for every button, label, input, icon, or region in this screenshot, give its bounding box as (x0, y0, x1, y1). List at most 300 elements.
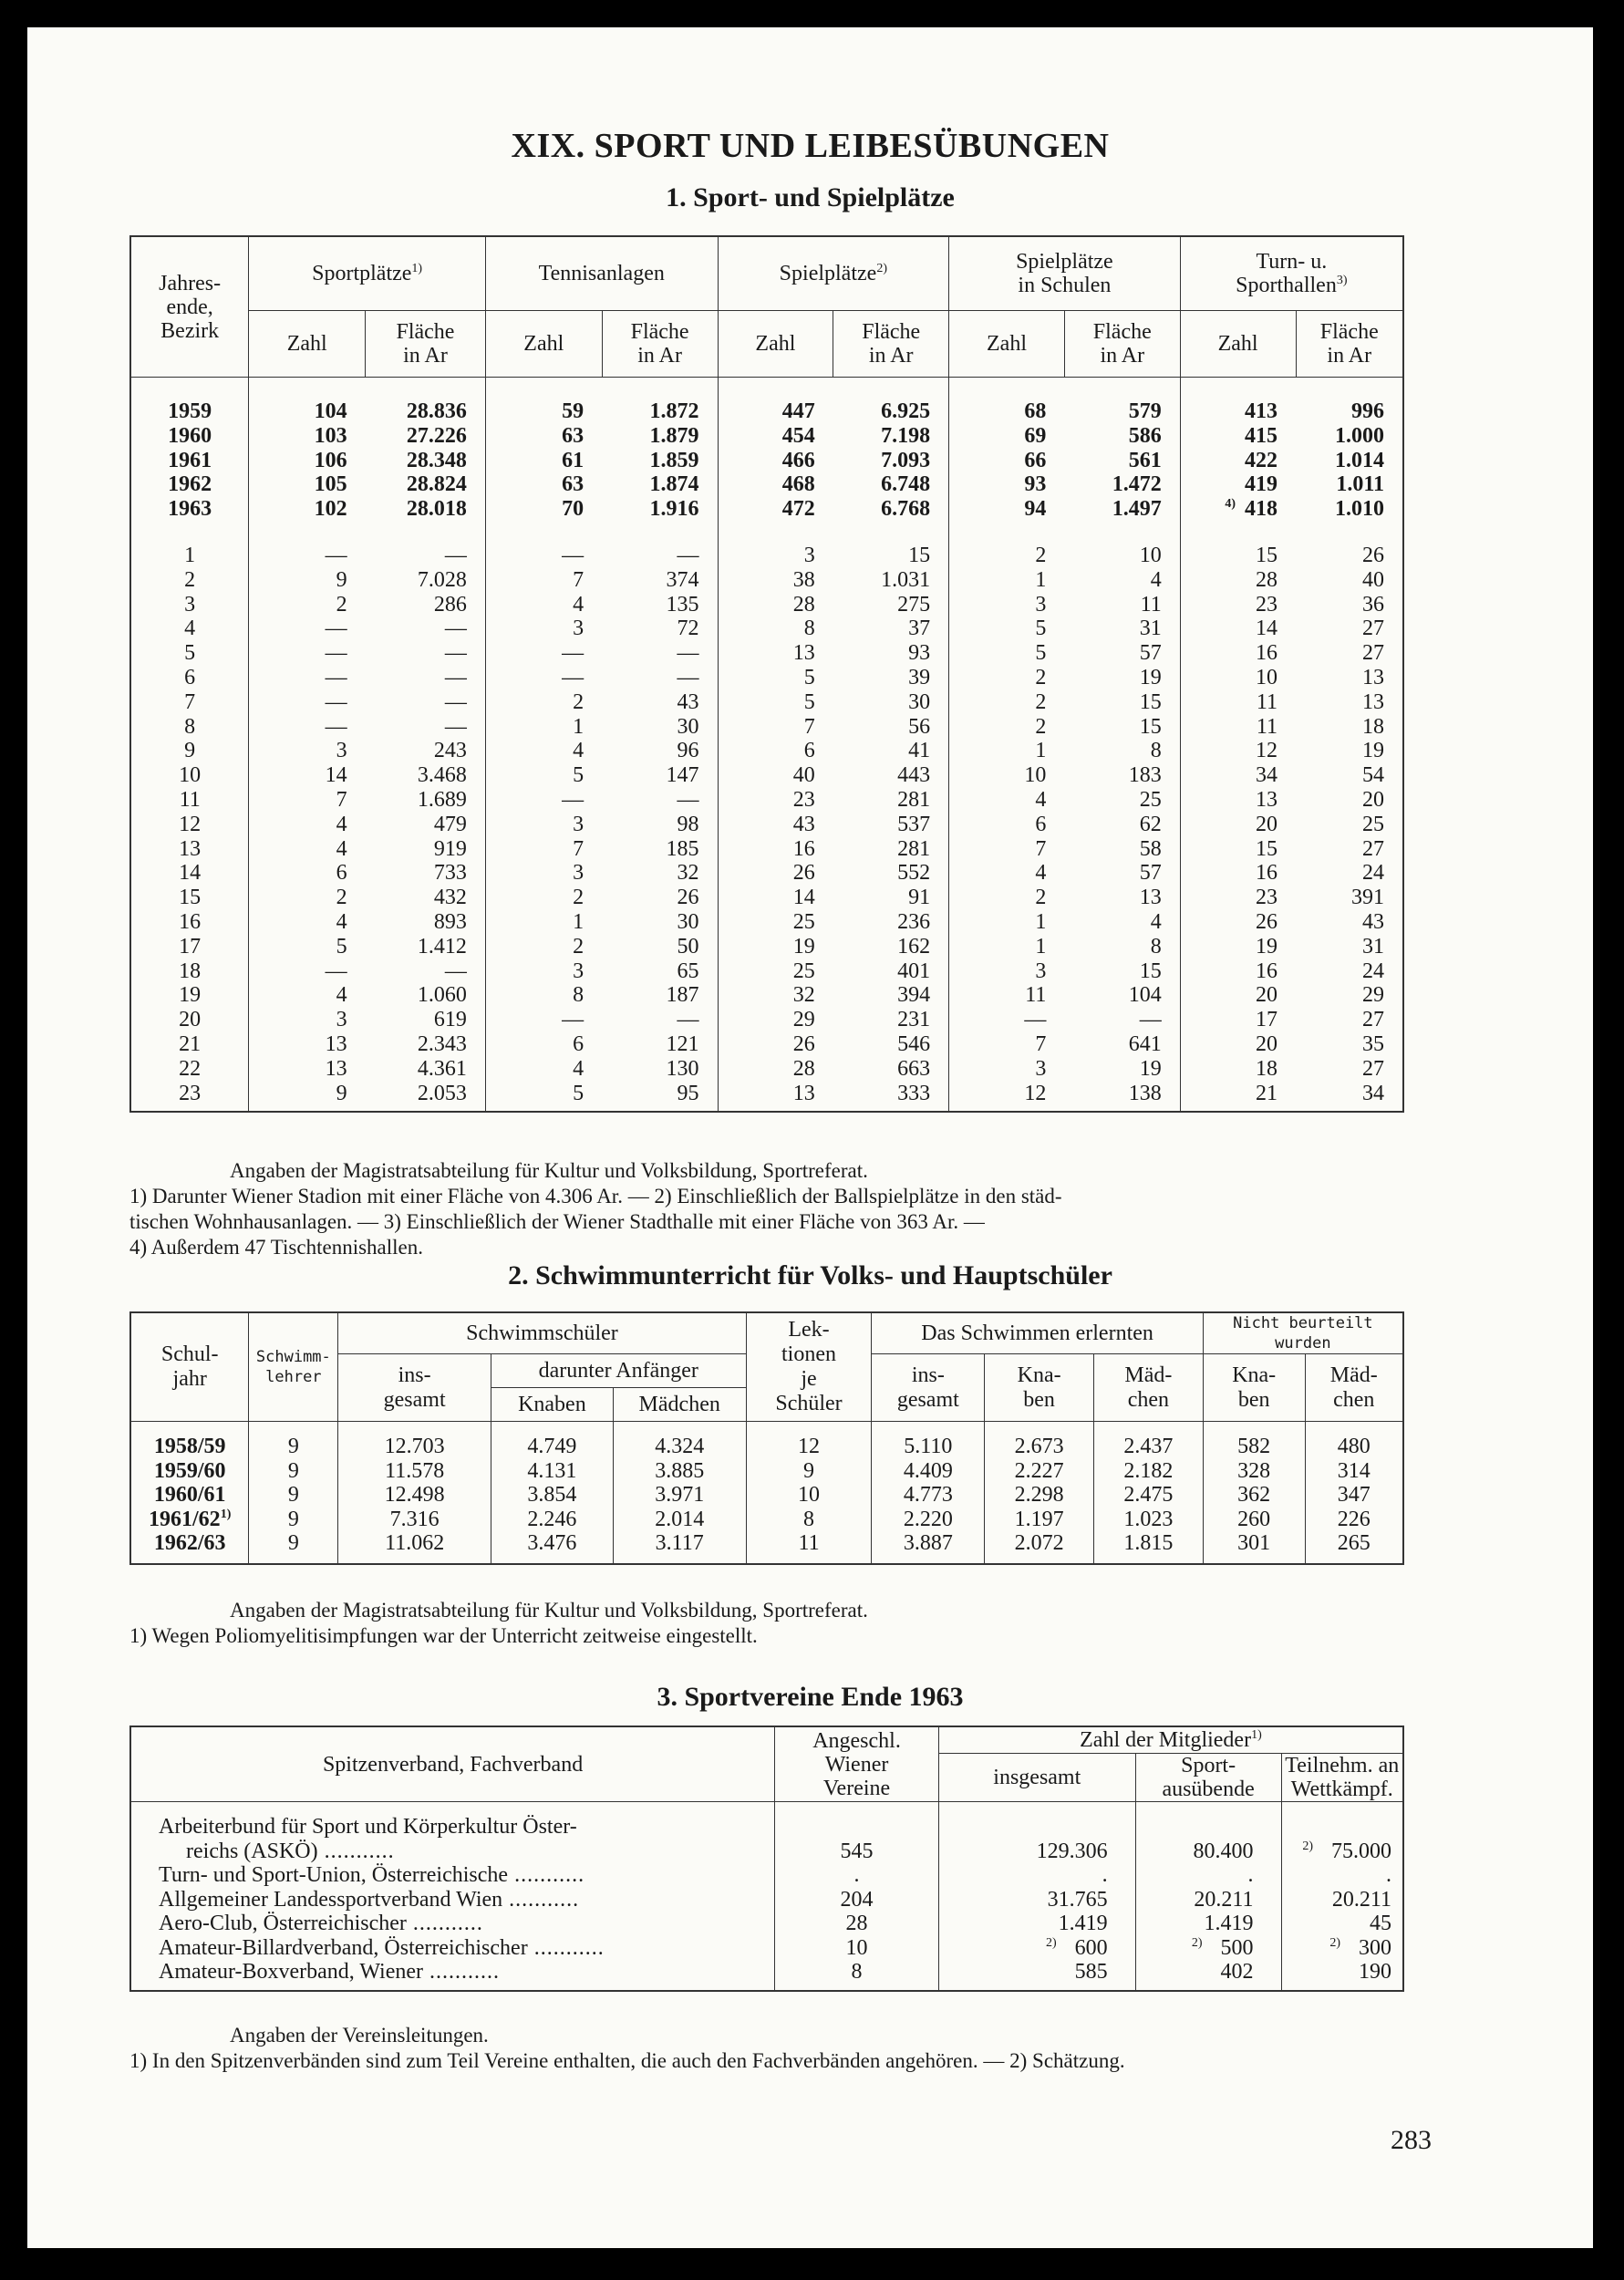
page-title: XIX. SPORT UND LEIBESÜBUNGEN (511, 127, 1110, 165)
table-cell: 3 (573, 812, 584, 836)
table-row (130, 910, 1403, 935)
cell-value: 415 (1245, 423, 1278, 448)
leader-dots: ........... (317, 1839, 395, 1863)
table-cell: 138 (1064, 1082, 1180, 1106)
sub-flaeche: Fläche in Ar (833, 311, 949, 378)
spacer-cell (1180, 1105, 1296, 1112)
spacer-cell (746, 1556, 872, 1564)
table-cell: 96 (602, 739, 718, 763)
table-cell: 663 (833, 1057, 949, 1082)
sub-flaeche: Fläche in Ar (366, 311, 486, 378)
table-cell: 15 (1064, 690, 1180, 715)
spacer-cell (491, 1556, 613, 1564)
table-cell: 11 (1256, 714, 1278, 739)
table-cell: 13 (325, 1056, 347, 1081)
org-name: Turn- und Sport-Union, Österreichische (159, 1863, 509, 1887)
table-cell: 35 (1362, 1031, 1384, 1056)
table-cell: 20 (1256, 812, 1278, 836)
spacer-cell (485, 378, 602, 400)
table-cell: 17 (1256, 1008, 1278, 1032)
table-cell: 7 (573, 836, 584, 861)
table-cell: 29 (792, 1008, 815, 1032)
section1-heading: 1. Sport- und Spielplätze (666, 182, 955, 212)
members-competitors (1281, 1888, 1403, 1912)
table-cell: 19 (1362, 739, 1384, 763)
table-cell: 28.824 (366, 472, 486, 497)
table-cell: 1 (1035, 909, 1047, 934)
table-cell: 10 (746, 1483, 872, 1508)
table-cell: 121 (602, 1032, 718, 1057)
table-row (130, 568, 1403, 593)
col-insgesamt: ins- gesamt (338, 1354, 491, 1422)
table-cell: 105 (314, 472, 347, 497)
col-teilnehmer: Teilnehm. an Wettkämpf. (1281, 1754, 1403, 1802)
table-cell: 40 (1362, 567, 1384, 592)
org-name-cell (130, 1936, 775, 1961)
col-schwimmschueler: Schwimmschüler (338, 1312, 746, 1354)
table-cell: 2 (1035, 665, 1047, 689)
table-cell: 13 (792, 641, 815, 666)
table-cell (1180, 399, 1296, 424)
spacer-cell (130, 1985, 775, 1991)
table-cell: 65 (602, 959, 718, 984)
table-row (130, 983, 1403, 1008)
members-competitors (1281, 1863, 1403, 1888)
table-row (130, 641, 1403, 666)
org-name: Arbeiterbund für Sport und Körperkultur Öster- (130, 1815, 775, 1840)
section2-heading: 2. Schwimmunterricht für Volks- und Hauptschüler (508, 1260, 1112, 1290)
col-sportplaetze: Sportplätze$^{1)}$ (249, 236, 486, 311)
club-count: . (775, 1863, 939, 1888)
table-cell: 468 (781, 472, 815, 497)
table-cell: 2 (336, 592, 347, 617)
table-cell: 32 (792, 983, 815, 1008)
table-cell: 26 (792, 1031, 815, 1056)
spacer-cell (985, 1422, 1094, 1435)
spacer-cell (1203, 1422, 1305, 1435)
spacer-cell (775, 1985, 939, 1991)
table-row (130, 1057, 1403, 1082)
spacer-cell (249, 1422, 338, 1435)
table-cell: — (366, 715, 486, 740)
table-cell: 63 (562, 423, 584, 448)
table-cell: 14 (792, 886, 815, 910)
table-cell: — (1024, 1008, 1047, 1032)
club-count: 545 (775, 1840, 939, 1864)
table-cell: 2.437 (1094, 1435, 1204, 1459)
table-cell: 28.018 (366, 497, 486, 522)
table-cell: 183 (1064, 763, 1180, 788)
table-cell: 552 (833, 861, 949, 886)
table-cell: 26 (602, 886, 718, 910)
table-cell: 401 (833, 959, 949, 984)
table-cell: 3 (573, 861, 584, 886)
table-cell: 16 (1256, 861, 1278, 886)
spacer-cell (130, 1556, 249, 1564)
table-cell: 362 (1203, 1483, 1305, 1508)
table-cell: 1.011 (1336, 472, 1384, 497)
table-cell: 29 (1362, 983, 1384, 1008)
table-cell: 43 (602, 690, 718, 715)
table-cell: 7 (336, 787, 347, 812)
estimate-marker: 2) (1191, 1935, 1203, 1950)
table-cell: 94 (1024, 497, 1047, 522)
table-cell: 23 (1256, 886, 1278, 910)
col-nb-knaben: Kna- ben (1203, 1354, 1305, 1422)
spacer-cell (1064, 1105, 1180, 1112)
table-row (130, 472, 1403, 497)
col-vereine: Angeschl. Wiener Vereine (775, 1726, 939, 1802)
table-cell: — (325, 714, 347, 739)
table-row (130, 690, 1403, 715)
spacer-cell (1064, 522, 1180, 544)
table-cell: 4.324 (613, 1435, 746, 1459)
cell-value: 129.306 (1036, 1839, 1108, 1863)
spacer-cell (718, 1105, 833, 1112)
table-cell (130, 1435, 249, 1459)
table-cell: 6.925 (833, 399, 949, 424)
table-cell: 480 (1337, 1435, 1371, 1458)
table-cell: 11 (130, 788, 249, 813)
table-cell: 374 (602, 568, 718, 593)
table-cell: 23 (130, 1082, 249, 1106)
footnote-marker: 4) (1225, 497, 1236, 512)
estimate-marker: 2) (1045, 1935, 1057, 1950)
sub-zahl: Zahl (1180, 311, 1296, 378)
members-active (1135, 1936, 1281, 1961)
table-cell: 7 (573, 567, 584, 592)
members-total (938, 1936, 1135, 1961)
table-row (130, 1815, 1403, 1840)
table-cell: 162 (833, 935, 949, 959)
spacer-cell (1180, 378, 1296, 400)
table-cell: 1.874 (602, 472, 718, 497)
table-cell: 4 (336, 983, 347, 1008)
spacer-cell (1203, 1556, 1305, 1564)
spacer-cell (130, 1802, 775, 1816)
spacer-cell (613, 1422, 746, 1435)
table-cell: 34 (1362, 1081, 1384, 1105)
col-spielplaetze: Spielplätze$^{2)}$ (718, 236, 949, 311)
table-cell: 15 (1256, 836, 1278, 861)
table-row (130, 1863, 1403, 1888)
table-cell: 996 (1351, 399, 1384, 423)
table-cell: 1 (573, 714, 584, 739)
table-cell: 28 (1256, 567, 1278, 592)
cell-value: 585 (1074, 1960, 1108, 1984)
table-cell: 9 (249, 1483, 338, 1508)
club-count: 10 (775, 1936, 939, 1961)
members-active (1135, 1912, 1281, 1936)
table-cell: 72 (602, 617, 718, 641)
table-cell: 3 (1035, 592, 1047, 617)
table-cell: 432 (366, 886, 486, 910)
table-cell: 3 (130, 593, 249, 617)
table-cell: 4.409 (872, 1459, 985, 1484)
table-cell: 3.117 (613, 1531, 746, 1556)
table-cell: 58 (1064, 837, 1180, 862)
spacer-cell (130, 378, 249, 400)
table-cell: 6 (336, 861, 347, 886)
sub-zahl: Zahl (949, 311, 1065, 378)
spacer-cell (602, 1105, 718, 1112)
table-cell: 19 (792, 934, 815, 959)
page-number: 283 (1391, 2125, 1432, 2155)
table-cell: — (1064, 1008, 1180, 1032)
table-cell: 893 (366, 910, 486, 935)
table-cell: 13 (325, 1031, 347, 1056)
table-row (130, 1960, 1403, 1985)
table-cell: 4.749 (491, 1435, 613, 1459)
table-cell: 3 (573, 617, 584, 641)
spacer-cell (338, 1556, 491, 1564)
table-row (130, 497, 1403, 522)
table-cell (130, 1508, 249, 1532)
table-row (130, 715, 1403, 740)
col-turnhallen: Turn- u. Sporthallen$^{3)}$ (1180, 236, 1403, 311)
table-cell: 62 (1064, 813, 1180, 837)
table-cell: 243 (366, 739, 486, 763)
table-cell: 28.836 (366, 399, 486, 424)
table-cell: 3.887 (872, 1531, 985, 1556)
table-cell: 102 (314, 497, 347, 522)
table-cell: 301 (1203, 1531, 1305, 1556)
table-cell: 391 (1351, 886, 1384, 910)
table-cell: — (325, 641, 347, 666)
table-cell: 2 (573, 934, 584, 959)
table-cell: 22 (130, 1057, 249, 1082)
table-cell: 16 (1256, 959, 1278, 983)
table-cell: 31 (1064, 617, 1180, 641)
table-cell: 4 (336, 836, 347, 861)
table-cell: 619 (366, 1008, 486, 1032)
table-cell: 1.000 (1335, 423, 1384, 448)
spacer-cell (1296, 522, 1403, 544)
spacer-cell (249, 378, 366, 400)
club-count: 28 (775, 1912, 939, 1936)
table-row (130, 617, 1403, 641)
table-cell: 2.182 (1094, 1459, 1204, 1484)
table-cell: 6 (803, 739, 815, 763)
table-cell: 1.689 (366, 788, 486, 813)
school-year: 1958/59 (153, 1435, 226, 1458)
spacer-cell (1296, 1105, 1403, 1112)
table-cell: 95 (602, 1082, 718, 1106)
table-cell: 466 (781, 448, 815, 472)
table-cell: 27 (1362, 617, 1384, 641)
table-row (130, 1008, 1403, 1032)
org-name: Aero-Club, Österreichischer (159, 1912, 407, 1935)
col-erl-insgesamt: ins- gesamt (872, 1354, 985, 1422)
table-cell (130, 1459, 249, 1484)
cell-value: 75.000 (1331, 1839, 1391, 1863)
table-cell: 54 (1362, 763, 1384, 788)
table-cell: 130 (602, 1057, 718, 1082)
table-cell: 93 (833, 641, 949, 666)
col-schuljahr: Schul- jahr (130, 1312, 249, 1422)
spacer-cell (130, 522, 249, 544)
table-cell: 9 (130, 739, 249, 763)
table-cell: 586 (1064, 424, 1180, 449)
spacer-cell (1281, 1985, 1403, 1991)
table-cell: 20 (1256, 1031, 1278, 1056)
table-cell: — (562, 1008, 584, 1032)
table-row (130, 399, 1403, 424)
table-cell: — (562, 543, 584, 567)
table-cell: 1960 (130, 424, 249, 449)
school-year: 1959/60 (153, 1458, 226, 1483)
spacer-cell (1296, 378, 1403, 400)
section1-footnotes: 1) Darunter Wiener Stadion mit einer Fläche von 4.306 Ar. — 2) Einschließlich der Ballspielplätze in den städ- tischen Wohnhausanlagen. — 3) Einschließlich der Wiener Stadthalle mit einer Fläche von 363 Ar. — 4) Außerdem 47 Tischtennishallen. (129, 1185, 1062, 1259)
table-cell: 20 (1362, 787, 1384, 812)
table-cell: — (602, 544, 718, 568)
table-cell: 14 (130, 861, 249, 886)
org-name: Allgemeiner Landessportverband Wien (159, 1887, 503, 1912)
table-cell: 14 (325, 763, 347, 788)
sports-clubs-table (129, 1726, 1404, 1992)
table-cell: 37 (833, 617, 949, 641)
cell-value: 31.765 (1047, 1887, 1108, 1912)
table-cell (130, 1483, 249, 1508)
table-cell: 106 (314, 448, 347, 472)
table-cell: 41 (833, 739, 949, 763)
table-cell: 31 (1362, 934, 1384, 959)
spacer-cell (602, 522, 718, 544)
table-cell: 15 (1064, 959, 1180, 984)
table-cell: 39 (833, 666, 949, 690)
col-tennis: Tennisanlagen (485, 236, 718, 311)
table-cell (1180, 472, 1296, 497)
table-cell: 16 (1256, 641, 1278, 666)
cell-value: 600 (1074, 1935, 1108, 1960)
table-cell: — (325, 617, 347, 641)
section3-footnote: 1) In den Spitzenverbänden sind zum Teil Vereine enthalten, die auch den Fachverbänden angehören. — 2) Schätzung. (129, 2049, 1125, 2072)
table-cell (130, 1531, 249, 1556)
spacer-cell (1180, 522, 1296, 544)
spacer-cell (1281, 1802, 1403, 1816)
spacer-cell (602, 378, 718, 400)
table-cell: 36 (1362, 592, 1384, 617)
spacer-cell (1094, 1422, 1204, 1435)
members-total (938, 1863, 1135, 1888)
table-cell: 347 (1337, 1483, 1371, 1507)
table-cell: — (562, 787, 584, 812)
table-cell: 27 (1362, 1008, 1384, 1032)
org-name: reichs (ASKÖ) (186, 1839, 318, 1863)
spacer-cell (1094, 1556, 1204, 1564)
members-competitors (1281, 1912, 1403, 1936)
sub-flaeche: Fläche in Ar (1296, 311, 1403, 378)
table-cell: 18 (1256, 1056, 1278, 1081)
table-cell: 27.226 (366, 424, 486, 449)
table-cell: — (325, 543, 347, 567)
cell-value: 402 (1220, 1960, 1254, 1984)
table-cell: 13 (1362, 665, 1384, 689)
table-cell: 4 (130, 617, 249, 641)
members-total (938, 1888, 1135, 1912)
table-cell: 2.014 (613, 1508, 746, 1532)
table-cell: 275 (833, 593, 949, 617)
table-cell: 25 (792, 959, 815, 983)
table-cell (1180, 424, 1296, 449)
spacer-cell (1135, 1802, 1281, 1816)
table-cell: — (562, 641, 584, 666)
table-cell: 16 (130, 910, 249, 935)
table-cell: — (325, 959, 347, 983)
table-cell: 16 (792, 836, 815, 861)
table-cell: — (366, 959, 486, 984)
table-cell: — (602, 1008, 718, 1032)
table-row (130, 886, 1403, 910)
table-cell: 18 (1362, 714, 1384, 739)
spacer-cell (366, 378, 486, 400)
table-row (130, 1888, 1403, 1912)
table-cell: — (562, 665, 584, 689)
table-cell: 13 (792, 1081, 815, 1105)
section2-source: Angaben der Magistratsabteilung für Kultur und Volksbildung, Sportreferat. (230, 1599, 868, 1622)
spacer-cell (938, 1985, 1135, 1991)
table-cell: 1 (573, 909, 584, 934)
table-cell: 9 (336, 567, 347, 592)
table-cell: 236 (833, 910, 949, 935)
table-cell: 7.093 (833, 449, 949, 473)
org-name: Amateur-Boxverband, Wiener (159, 1960, 424, 1984)
table-cell: 10 (130, 763, 249, 788)
table-cell: 10 (1064, 544, 1180, 568)
table-cell: 1 (1035, 567, 1047, 592)
col-lektionen: Lek- tionen je Schüler (746, 1312, 872, 1422)
table-cell: 641 (1064, 1032, 1180, 1057)
table-cell: 8 (746, 1508, 872, 1532)
spacer-cell (249, 1556, 338, 1564)
table-cell: 1.060 (366, 983, 486, 1008)
table-cell: 3 (336, 1008, 347, 1032)
table-cell: 30 (833, 690, 949, 715)
table-cell: 281 (833, 788, 949, 813)
table-cell: — (602, 788, 718, 813)
table-cell: 8 (1064, 935, 1180, 959)
table-cell: 11 (1256, 689, 1278, 714)
spacer-cell (249, 522, 366, 544)
spacer-cell (485, 1105, 602, 1112)
table-cell: 231 (833, 1008, 949, 1032)
col-erl-knaben: Kna- ben (985, 1354, 1094, 1422)
table-cell: 4 (336, 909, 347, 934)
col-schulen: Spielplätze in Schulen (949, 236, 1181, 311)
table-cell: 2.227 (985, 1459, 1094, 1484)
sub-flaeche: Fläche in Ar (602, 311, 718, 378)
cell-value: 1.419 (1204, 1912, 1254, 1935)
table-cell: 23 (792, 787, 815, 812)
spacer-cell (718, 378, 833, 400)
spacer-cell (1064, 378, 1180, 400)
table-row (130, 449, 1403, 473)
table-cell: 2 (573, 886, 584, 910)
table-row (130, 959, 1403, 984)
table-cell: 9 (249, 1508, 338, 1532)
table-cell: 1.023 (1094, 1508, 1204, 1532)
table-cell: 15 (130, 886, 249, 910)
table-row (130, 837, 1403, 862)
table-cell: 1963 (130, 497, 249, 522)
table-cell: 27 (1362, 836, 1384, 861)
spacer-cell (1281, 1815, 1403, 1840)
cell-value: 300 (1359, 1935, 1391, 1960)
col-mitglieder: Zahl der Mitglieder$^{1)}$ (938, 1726, 1403, 1754)
table-row (130, 424, 1403, 449)
col-nb-maedchen: Mäd- chen (1305, 1354, 1403, 1422)
table-cell: 1959 (130, 399, 249, 424)
